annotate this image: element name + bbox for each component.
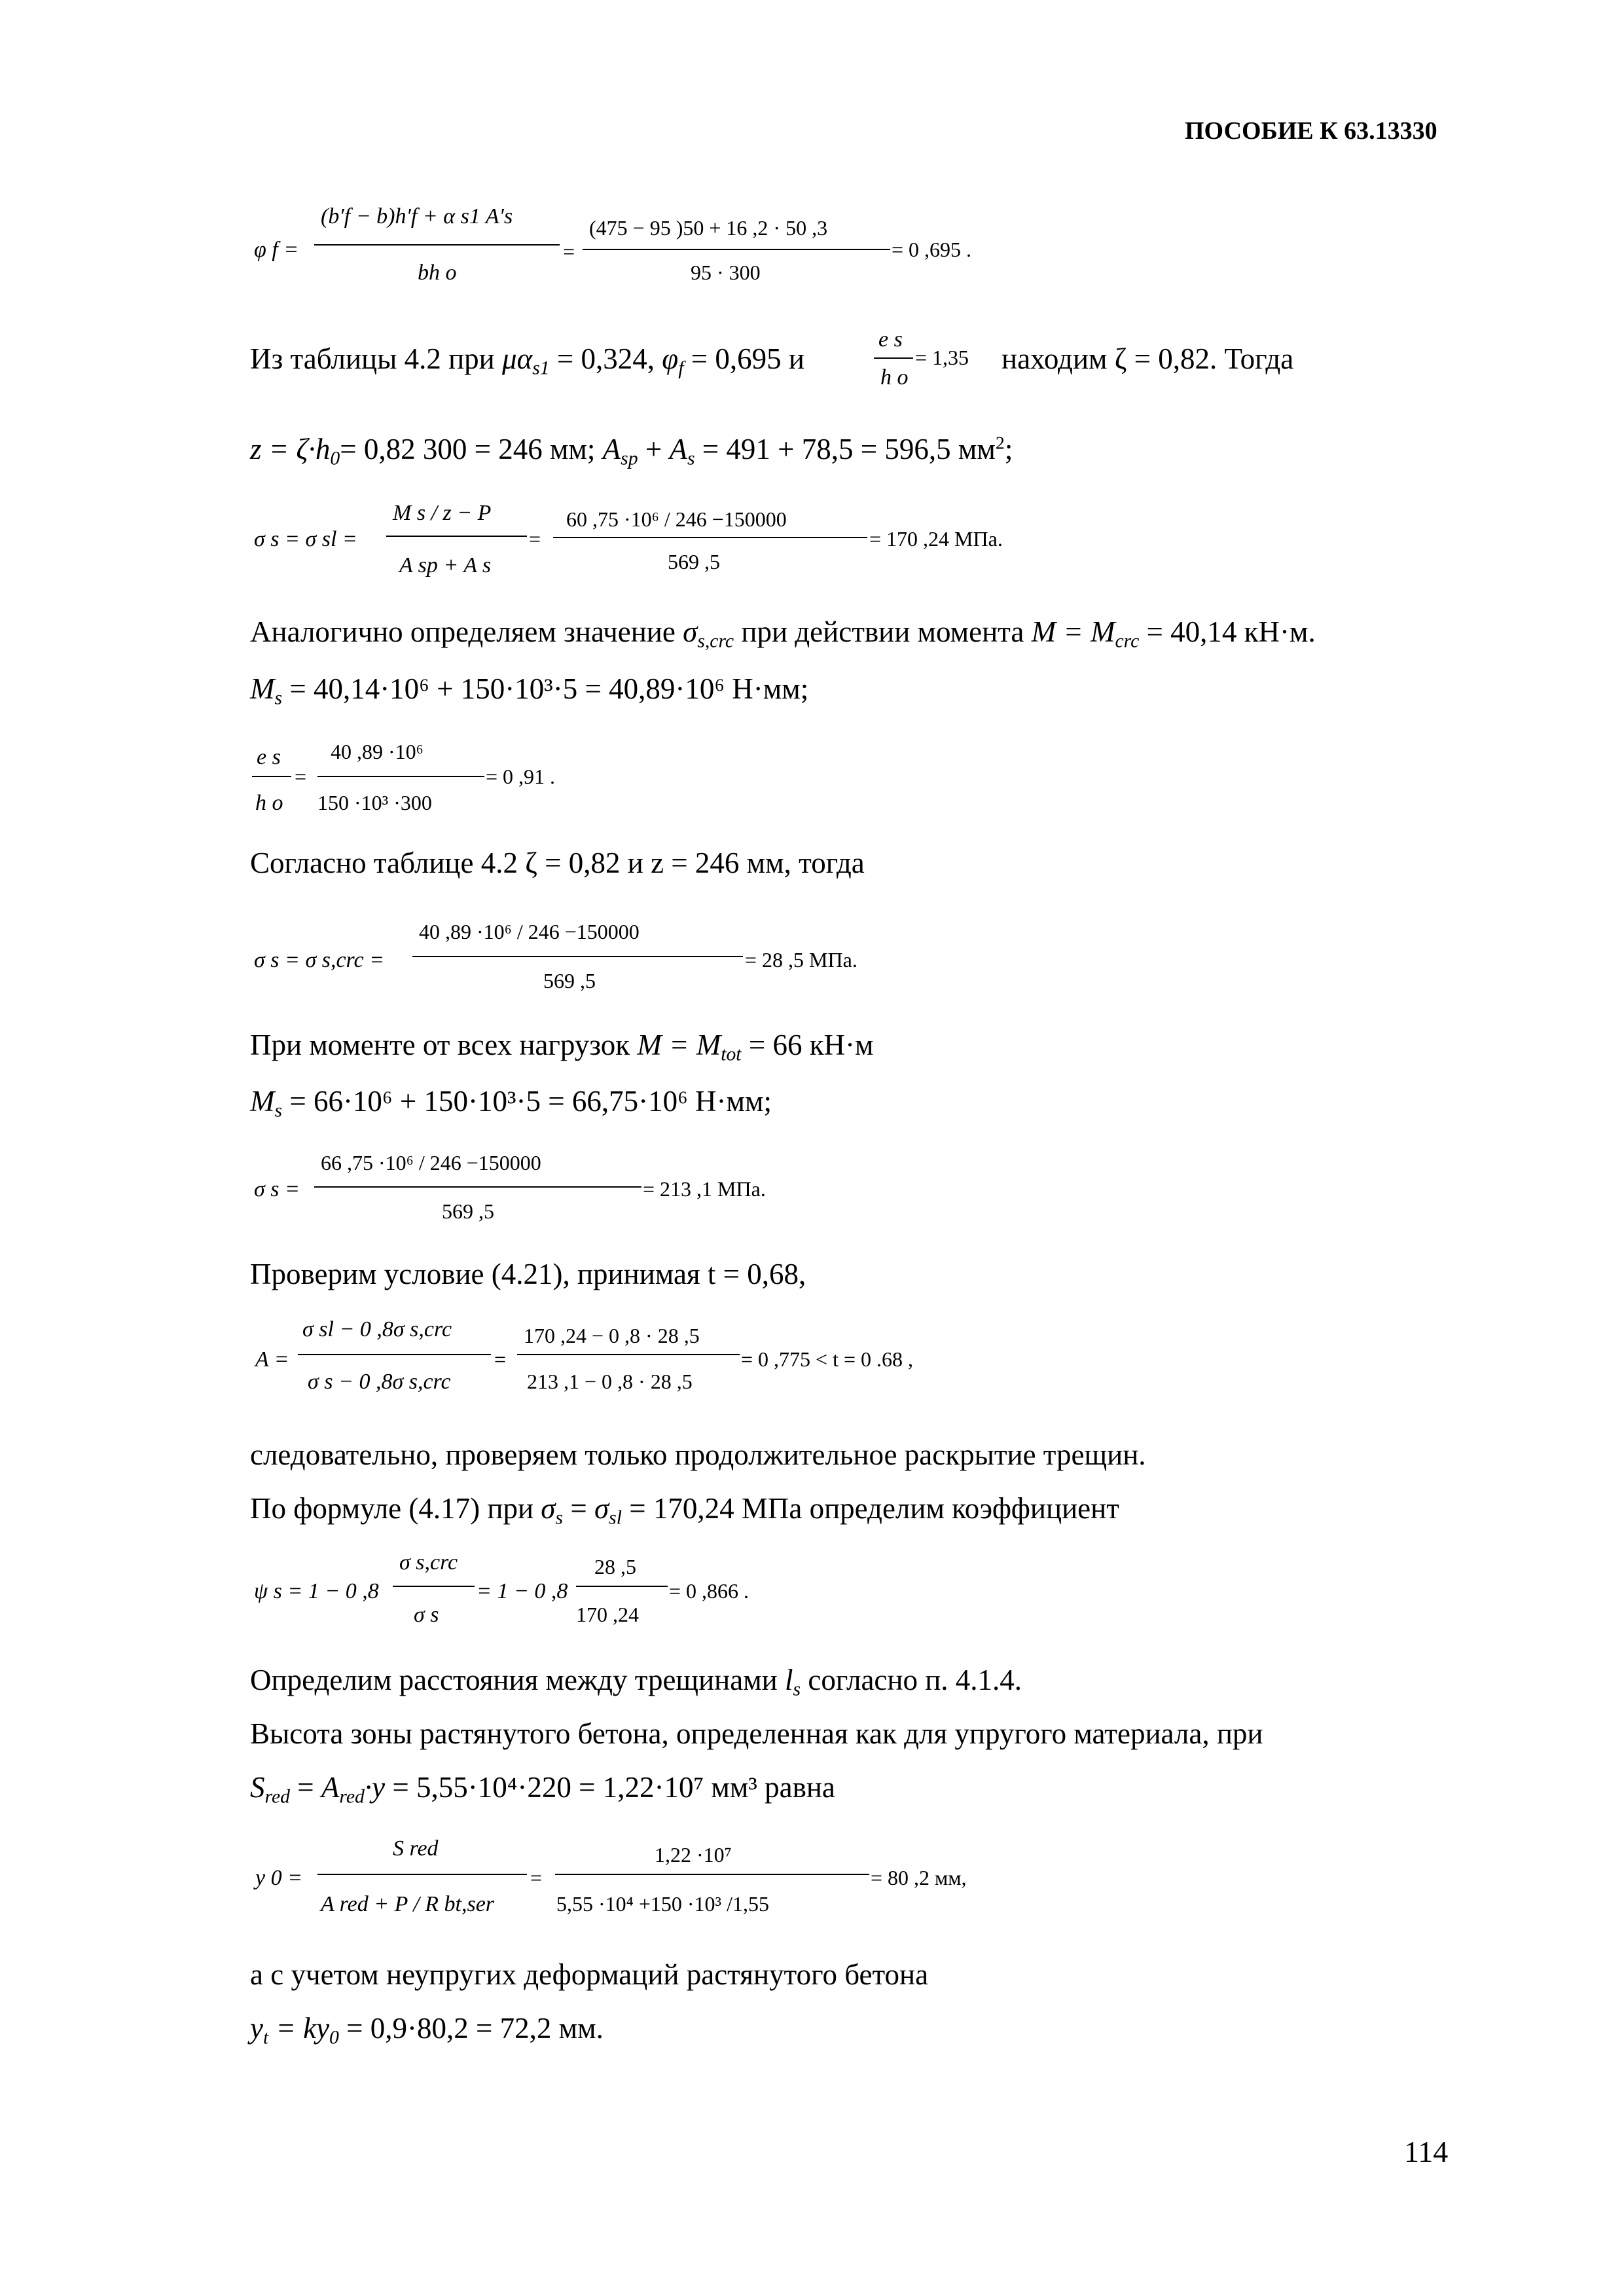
fraction-denominator: h o (880, 365, 909, 390)
paragraph-inelastic: а с учетом неупругих деформаций растянутого бетона (250, 1958, 929, 1991)
line-z: $z = \zeta\cdot h_0= 0,82$ 300 = 246 мм; $A_{sp} + A_s = 491 + 78,5 = 596,5$ $мм^2$; (250, 433, 1013, 469)
formula-numerator-numeric: 66 ,75 ·10⁶ / 246 −150000 (321, 1151, 541, 1175)
formula-denominator: σ s (414, 1603, 439, 1627)
formula-denominator: σ s − 0 ,8σ s,crc (308, 1370, 451, 1394)
paragraph-table-4-2: Из таблицы 4.2 при $\mu\alpha_{s1} = 0,324$, $\varphi_f = 0,695$ и (250, 342, 804, 379)
fraction-bar (314, 244, 560, 246)
formula-numerator: M s / z − P (393, 501, 492, 525)
line-ms-2: $M_s = 66\cdot 10^6 + 150\cdot 10^3\cdot 5 = 66,75\cdot 10^6$ Н·мм; (250, 1085, 772, 1121)
fraction-result: = 1,35 (915, 346, 969, 369)
fraction-numerator: e s (257, 745, 281, 769)
formula-lhs: σ s = σ sl = (254, 527, 357, 551)
formula-numerator-numeric: (475 − 95 )50 + 16 ,2 · 50 ,3 (589, 216, 828, 240)
paragraph-table-4-2-end: находим ζ = 0,82. Тогда (1001, 342, 1294, 375)
formula-denominator-numeric: 95 · 300 (691, 261, 761, 284)
formula-numerator-numeric: 40 ,89 ·10⁶ / 246 −150000 (419, 920, 640, 943)
fraction-bar (517, 1354, 740, 1355)
formula-result: = 170 ,24 МПа. (869, 527, 1003, 551)
document-page: ПОСОБИЕ К 63.13330 φ f = (b′f − b)h′f + α s1 A′s bh o = (475 − 95 )50 + 16 ,2 · 50 ,3 95 · 300 = 0 ,695 . Из таблицы 4.2 при $\mu\alpha_{s1} = 0,324$, $\varphi_f = 0,695$ и e s h o = 1,35 находим ζ = 0,82. Тогда $z = \zeta\cdot h_0= 0,82$ 300 = 246 мм; $A_{sp} + A_s = 491 + 78,5 = 596,5$ $мм^2$; σ s = σ sl = M s / z − P A sp + A s = 60 ,75 ·10⁶ / 246 −150000 569 ,5 = 170 ,24 МПа. Аналогично определяем значение $\sigma_{s,crc}$ при действии момента $M = M_{crc} = 40,14$ кН·м. $M_s = 40,14\cdot 10^6 + 150\cdot 10^3\cdot 5 = 40,89\cdot 10^6$ Н·мм; e s h o = 40 ,89 ·10⁶ 150 ·10³ ·300 = 0 ,91 . Согласно таблице 4.2 ζ = 0,82 и z = 246 мм, тогда σ s = σ s,crc = 40 ,89 ·10⁶ / 246 −150000 569 ,5 = 28 ,5 МПа. При моменте от всех нагрузок $M = M_{tot} = 66$ кН·м $M_s = 66\cdot 10^6 + 150\cdot 10^3\cdot 5 = 66,75\cdot 10^6$ Н·мм; σ s = 66 ,75 ·10⁶ / 246 −150000 569 ,5 = 213 ,1 МПа. Проверим условие (4.21), принимая t = 0,68, A = σ sl − 0 ,8σ s,crc σ s − 0 ,8σ s,crc = 170 ,24 − 0 ,8 · 28 ,5 213 ,1 − 0 ,8 · 28 ,5 = 0 ,775 < t = 0 .68 , следовательно, проверяем только продолжительное раскрытие трещин. По формуле (4.17) при $\sigma_s = \sigma_{sl} = 170,24$ МПа определим коэффициент ψ s = 1 − 0 ,8 σ s,crc σ s = 1 − 0 ,8 28 ,5 170 ,24 = 0 ,866 . Определим расстояния между трещинами $l_s$ согласно п. 4.1.4. Высота зоны растянутого бетона, определенная как для упругого материала, при $S_{red} = A_{red}\cdot y = 5,55\cdot 10^4\cdot 220 = 1,22\cdot 10^7$ мм³ равна y 0 = S red A red + P / R bt,ser = 1,22 ·10⁷ 5,55 ·10⁴ +150 ·10³ /1,55 = 80 ,2 мм, а с учетом неупругих деформаций растянутого бетона $y_t = ky_0 = 0,9\cdot 80,2 = 72,2$ мм. 114 (250, 117, 1449, 2168)
formula-denominator-numeric: 569 ,5 (442, 1199, 494, 1223)
formula-denominator-numeric: 569 ,5 (543, 969, 596, 993)
fraction-bar (576, 1586, 668, 1587)
formula-result: = 0 ,866 . (669, 1579, 749, 1603)
fraction-bar (314, 1186, 641, 1188)
formula-lhs: A = (255, 1347, 289, 1372)
page-header: ПОСОБИЕ К 63.13330 (1185, 117, 1437, 145)
paragraph-consequently: следовательно, проверяем только продолжительное раскрытие трещин. (250, 1438, 1146, 1471)
fraction-numerator: e s (878, 327, 903, 352)
formula-numerator: (b′f − b)h′f + α s1 A′s (321, 204, 513, 228)
formula-result: = 0 ,91 . (486, 765, 556, 788)
formula-lhs: σ s = σ s,crc = (254, 948, 385, 972)
formula-numerator-numeric: 28 ,5 (594, 1555, 636, 1578)
paragraph-analog: Аналогично определяем значение $\sigma_{s,crc}$ при действии момента $M = M_{crc} = 40,14$ кН·м. (250, 615, 1316, 652)
fraction-bar (298, 1354, 491, 1355)
paragraph-moment-tot: При моменте от всех нагрузок $M = M_{tot} = 66$ кН·м (250, 1029, 874, 1065)
formula-denominator: A red + P / R bt,ser (321, 1892, 495, 1916)
formula-numerator-numeric: 40 ,89 ·10⁶ (331, 740, 424, 763)
fraction-bar (393, 1586, 475, 1587)
fraction-bar (555, 1874, 869, 1875)
fraction-bar (317, 776, 484, 777)
formula-lhs: ψ s = 1 − 0 ,8 (254, 1579, 379, 1603)
formula-numerator-numeric: 1,22 ·10⁷ (655, 1843, 732, 1867)
paragraph-ls: Определим расстояния между трещинами $l_s$ согласно п. 4.1.4. (250, 1664, 1022, 1700)
fraction-bar (317, 1874, 527, 1875)
formula-result: = 0 ,775 < t = 0 .68 , (741, 1347, 914, 1371)
fraction-bar (874, 357, 913, 359)
formula-result: = 0 ,695 . (892, 238, 972, 261)
fraction-bar (583, 249, 890, 250)
formula-result: = 213 ,1 МПа. (643, 1177, 766, 1201)
formula-denominator-numeric: 569 ,5 (668, 550, 720, 574)
fraction-bar (252, 776, 291, 777)
paragraph-soglasno: Согласно таблице 4.2 ζ = 0,82 и z = 246 мм, тогда (250, 847, 865, 879)
formula-denominator-numeric: 213 ,1 − 0 ,8 · 28 ,5 (527, 1370, 693, 1393)
paragraph-check: Проверим условие (4.21), принимая t = 0,68, (250, 1258, 806, 1290)
line-yt: $y_t = ky_0 = 0,9\cdot 80,2 = 72,2$ мм. (250, 2012, 604, 2049)
formula-mid: = 1 − 0 ,8 (477, 1579, 568, 1603)
line-sred: $S_{red} = A_{red}\cdot y = 5,55\cdot 10^4\cdot 220 = 1,22\cdot 10^7$ мм³ равна (250, 1771, 835, 1808)
formula-lhs: y 0 = (255, 1866, 303, 1890)
formula-result: = 28 ,5 МПа. (745, 948, 857, 972)
formula-numerator: σ sl − 0 ,8σ s,crc (302, 1317, 452, 1341)
formula-denominator: bh o (418, 261, 457, 285)
formula-lhs: σ s = (254, 1177, 300, 1201)
line-ms-1: $M_s = 40,14\cdot 10^6 + 150\cdot 10^3\cdot 5 = 40,89\cdot 10^6$ Н·мм; (250, 672, 809, 709)
formula-denominator: A sp + A s (399, 553, 492, 577)
formula-result: = 80 ,2 мм, (871, 1866, 967, 1889)
formula-numerator: S red (393, 1836, 439, 1861)
formula-numerator-numeric: 60 ,75 ·10⁶ / 246 −150000 (566, 507, 787, 531)
formula-denominator-numeric: 150 ·10³ ·300 (317, 791, 432, 814)
fraction-bar (553, 537, 867, 538)
formula-denominator-numeric: 5,55 ·10⁴ +150 ·10³ /1,55 (556, 1892, 769, 1916)
page-number: 114 (1404, 2135, 1449, 2168)
formula-denominator-numeric: 170 ,24 (576, 1603, 639, 1626)
formula-numerator-numeric: 170 ,24 − 0 ,8 · 28 ,5 (524, 1324, 700, 1347)
fraction-bar (386, 536, 527, 537)
formula-numerator: σ s,crc (399, 1550, 458, 1575)
fraction-bar (412, 956, 743, 957)
paragraph-formula-4-17: По формуле (4.17) при $\sigma_s = \sigma_{sl} = 170,24$ МПа определим коэффициент (250, 1492, 1119, 1529)
formula-lhs: φ f = (254, 238, 299, 262)
fraction-denominator: h o (255, 791, 283, 815)
paragraph-height: Высота зоны растянутого бетона, определенная как для упругого материала, при (250, 1717, 1263, 1750)
